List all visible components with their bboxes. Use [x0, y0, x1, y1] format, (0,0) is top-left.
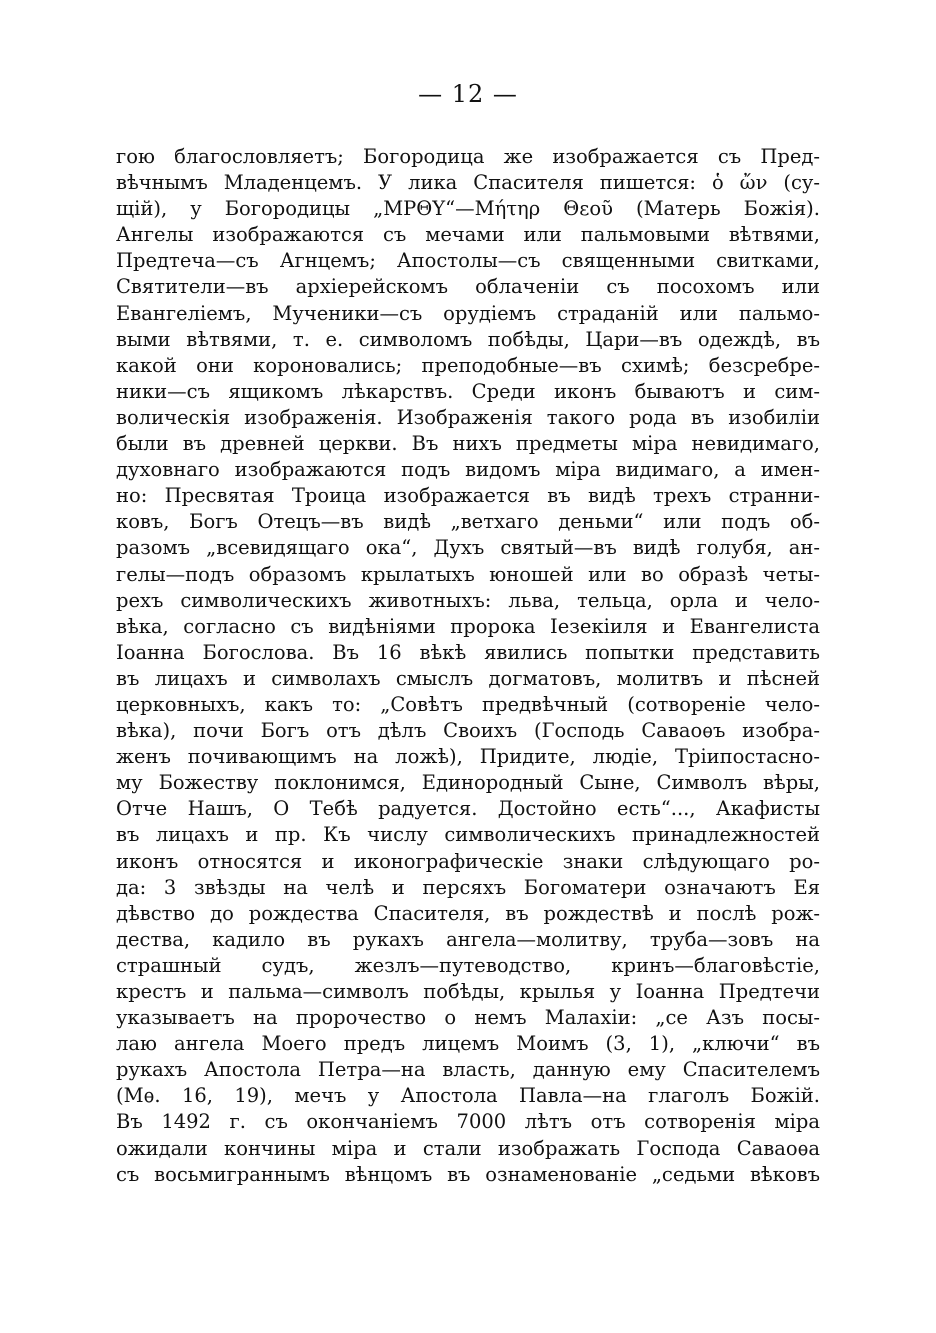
text-line: церковныхъ, какъ то: „Совѣтъ предвѣчный (сотвореніе чело-: [116, 692, 820, 716]
text-line: да: 3 звѣзды на челѣ и персяхъ Богоматери означаютъ Ея: [116, 875, 820, 899]
text-line: щій), у Богородицы „MPΘY“—Μήτηρ Θεοῦ (Матерь Божія).: [116, 197, 820, 221]
text-line: вѣчнымъ Младенцемъ. У лика Спасителя пишется: ὁ ὤν (су-: [116, 171, 820, 195]
text-line: вѣка, согласно съ видѣніями пророка Іезекіиля и Евангелиста: [116, 614, 820, 638]
text-line: дѣвство до рождества Спасителя, въ рождествѣ и послѣ рож-: [116, 901, 820, 925]
text-line: въ лицахъ и пр. Къ числу символическихъ принадлежностей: [116, 823, 820, 847]
text-line: Предтеча—съ Агнцемъ; Апостолы—съ священными свитками,: [116, 249, 820, 273]
text-line: духовнаго изображаются подъ видомъ міра видимаго, а имен-: [116, 458, 820, 482]
page-number: — 12 —: [418, 80, 518, 108]
text-line: Іоанна Богослова. Въ 16 вѣкѣ явились попытки представить: [116, 640, 820, 664]
text-line: но: Пресвятая Троица изображается въ видѣ трехъ странни-: [116, 484, 820, 508]
text-line: му Божеству поклонимся, Единородный Сыне, Символъ вѣры,: [116, 771, 820, 795]
text-line: страшный судъ, жезлъ—путеводство, кринъ—благовѣстіе,: [116, 953, 820, 977]
text-line: ковъ, Богъ Отецъ—въ видѣ „ветхаго деньми“ или подъ об-: [116, 510, 820, 534]
text-line: указываетъ на пророчество о немъ Малахіи: „се Азъ посы-: [116, 1006, 820, 1030]
text-line: рехъ символическихъ животныхъ: льва, тельца, орла и чело-: [116, 588, 820, 612]
text-line: гою благословляетъ; Богородица же изображается съ Пред-: [116, 145, 820, 168]
text-line: Евангеліемъ, Мученики—съ орудіемъ страданій или пальмо-: [116, 301, 820, 325]
text-line: разомъ „всевидящаго ока“, Духъ святый—въ видѣ голубя, ан-: [116, 536, 820, 560]
text-line: иконъ относятся и иконографическіе знаки слѣдующаго ро-: [116, 849, 820, 873]
text-line: рукахъ Апостола Петра—на власть, данную ему Спасителемъ: [116, 1058, 820, 1082]
text-line: Отче Нашъ, О Тебѣ радуется. Достойно есть“..., Акафисты: [116, 797, 820, 821]
text-line: дества, кадило въ рукахъ ангела—молитву, труба—зовъ на: [116, 927, 820, 951]
text-line: Въ 1492 г. съ окончаніемъ 7000 лѣтъ отъ сотворенія міра: [116, 1110, 820, 1134]
text-line: выми вѣтвями, т. е. символомъ побѣды, Цари—въ одеждѣ, въ: [116, 327, 820, 351]
text-line: (Мѳ. 16, 19), мечъ у Апостола Павла—на глаголъ Божій.: [116, 1084, 820, 1108]
text-line: волическія изображенія. Изображенія такого рода въ изобиліи: [116, 405, 820, 429]
text-line: вѣка), почи Богъ отъ дѣлъ Своихъ (Господь Саваоѳъ изобра-: [116, 719, 820, 743]
text-line: съ восьмиграннымъ вѣнцомъ въ ознаменованіе „седьми вѣковъ: [116, 1162, 820, 1186]
body-text: [116, 144, 820, 1188]
text-line: женъ почивающимъ на ложѣ), Придите, людіе, Тріипостасно-: [116, 745, 820, 769]
text-line: Святители—въ архіерейскомъ облаченіи съ посохомъ или: [116, 275, 820, 299]
text-line: лаю ангела Моего предъ лицемъ Моимъ (3, 1), „ключи“ въ: [116, 1032, 820, 1056]
text-line: ники—съ ящикомъ лѣкарствъ. Среди иконъ бываютъ и сим-: [116, 379, 820, 403]
text-line: ожидали кончины міра и стали изображать Господа Саваоѳа: [116, 1136, 820, 1160]
text-line: Ангелы изображаются съ мечами или пальмовыми вѣтвями,: [116, 223, 820, 247]
text-line: были въ древней церкви. Въ нихъ предметы міра невидимаго,: [116, 432, 820, 456]
text-line: въ лицахъ и символахъ смыслъ догматовъ, молитвъ и пѣсней: [116, 666, 820, 690]
text-line: гелы—подъ образомъ крылатыхъ юношей или во образѣ четы-: [116, 562, 820, 586]
text-line: крестъ и пальма—символъ побѣды, крылья у Іоанна Предтечи: [116, 980, 820, 1003]
text-line: какой они короновались; преподобные—въ схимѣ; безсребре-: [116, 353, 820, 377]
